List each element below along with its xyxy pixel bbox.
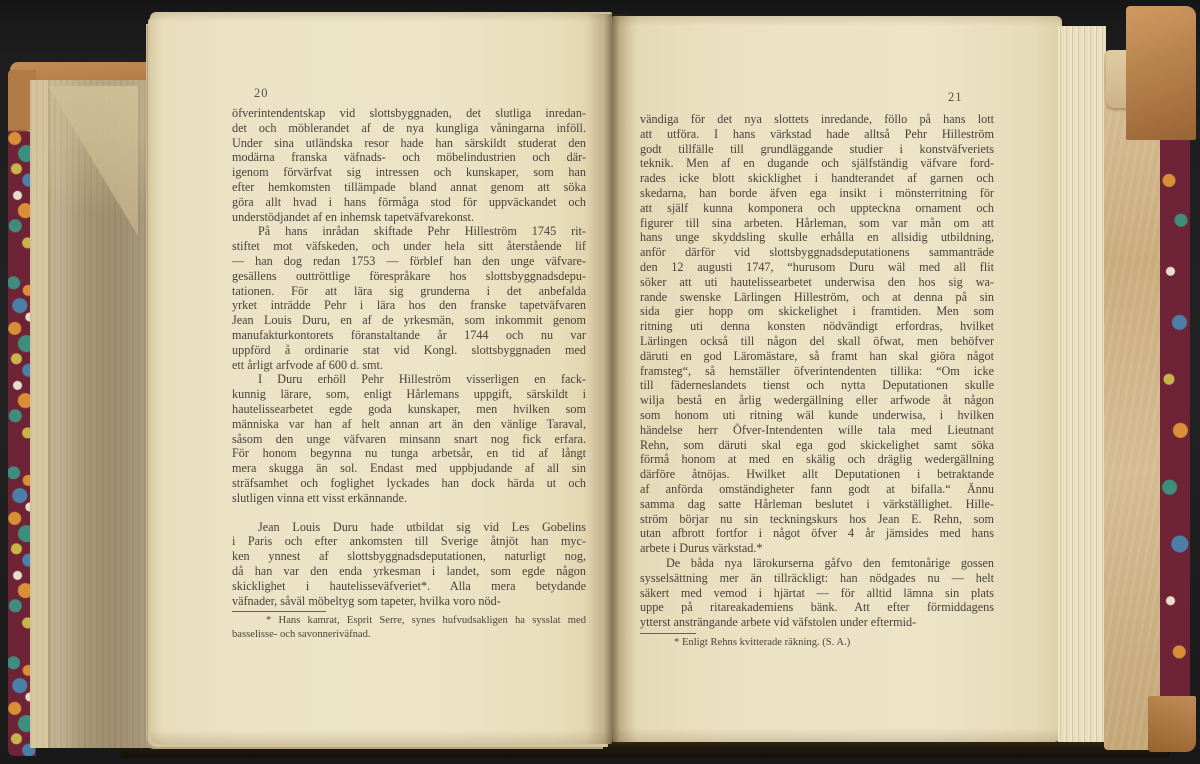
left-footnote	[232, 614, 586, 640]
text-line: yrket inträdde Pehr i lära hos den franske tapetväfvaren	[232, 298, 586, 313]
text-line: kunnig lärare, som, enligt Hårlemans uppgift, särskildt i	[232, 387, 586, 402]
right-footnote	[640, 636, 994, 649]
text-line: Jean Louis Duru, en af de yrkesmän, som inkommit genom	[232, 313, 586, 328]
text-line: modärna franska väfnads- och möbelindustrien och där-	[232, 150, 586, 165]
text-line: Under sina utländska resor hade han särskildt studerat den	[232, 135, 586, 150]
text-line: säkert med vemod i hjärtat — för alltid lämna sin plats	[640, 585, 994, 600]
page-number-right: 21	[948, 90, 963, 104]
text-line: sysselsättning mer än tillräckligt: han nödgades nu — helt	[640, 570, 994, 585]
tissue-guard-paper	[1104, 50, 1168, 750]
text-line: gesällens outtröttlige förespråkare hos slottsbyggnadsdepu-	[232, 268, 586, 283]
text-line: att utföra. I hans värkstad hade alltså Pehr Hilleström	[640, 126, 994, 141]
text-line: slutligen vinna ett visst erkännande.	[232, 490, 407, 505]
footnote-line: * Enligt Rehns kvitterade räkning. (S. A.)	[674, 636, 851, 648]
left-page-paragraphs	[232, 106, 586, 608]
text-line: skicklighet i hautelisseväfveriet*. Alla mera betydande	[232, 578, 586, 593]
text-line: rande swenske Lärlingen Hilleström, och at denna på sin	[640, 289, 994, 304]
text-line: ett årligt arfvode af 600 d. smt.	[232, 357, 383, 372]
text-line: öfverintendentskap vid slottsbyggnaden, det slutliga inredan-	[232, 106, 586, 120]
text-line: stiftet mot väfskeden, och under hela sitt återstående lif	[232, 239, 586, 254]
text-line: sida gier hopp om skickelighet i framtiden. Men som	[640, 304, 994, 319]
right-page	[612, 16, 1062, 742]
text-line: teknik. Men af en dugande och själfständig väfvare ford-	[640, 156, 994, 171]
text-line: igenom förvärfvat sig intressen och kunskaper, som han	[232, 165, 586, 180]
text-line: manufakturkontorets föranstaltande år 1744 och nu var	[232, 327, 586, 342]
footnote-line: basselisse- och savonneriväfnad.	[232, 628, 371, 640]
text-line: göra allt hvad i hans förmåga stod för uppväckandet och	[232, 194, 586, 209]
right-footnote-rule	[640, 633, 696, 634]
text-line: förmå honom at med en skälig och dräglig wedergällning	[640, 452, 994, 467]
left-page-text	[232, 106, 586, 641]
right-page-edges	[1058, 26, 1106, 742]
left-page	[150, 12, 612, 744]
text-line: till fäderneslandets tienst och nytta Deputationen skulle	[640, 378, 994, 393]
text-line: att själf kunna komponera och uppteckna ornament och	[640, 200, 994, 215]
left-footnote-rule	[232, 611, 326, 612]
text-line: uppförd å ordinarie stat vid Kongl. slottsbyggnaden med	[232, 342, 586, 357]
text-line: sträfsamhet och foglighet lyckades han dock härda ut och	[232, 475, 586, 490]
text-line: efter hemkomsten tillämpade bland annat genom att söka	[232, 179, 586, 194]
text-line: I Duru erhöll Pehr Hilleström visserligen en fack-	[258, 372, 586, 387]
right-cover-leather-corner-bottom	[1148, 696, 1196, 752]
text-line: då han var den enda yrkesman i landet, som egde någon	[232, 563, 586, 578]
text-line: framsteg“, så hemställer öfverintendenten tillika: “Om icke	[640, 363, 994, 378]
text-line: väfnader, såväl möbeltyg som tapeter, hvilka voro nöd-	[232, 593, 501, 608]
text-line: Rehn, som däruti skal ega god skickelighet samt söka	[640, 437, 994, 452]
text-line: godt tillfälle till grundläggande studier i konstväfveriets	[640, 141, 994, 156]
text-line: hans unge skyddsling skulle erhålla en allsidig utbildning,	[640, 230, 994, 245]
text-line: däruti en god Läromästare, så framt han skal giöra något	[640, 348, 994, 363]
text-line: människa var han af helt annan art än den vänlige Taraval,	[232, 416, 586, 431]
text-line: ken ynnest af slottsbyggnadsdeputationen, naturligt nog,	[232, 549, 586, 564]
text-line: För honom begynna nu tunga arbetsår, en tid af långt	[232, 446, 586, 461]
text-line: skedarna, han borde äfven ega insikt i mönsterritning för	[640, 185, 994, 200]
text-line: Lärlingen också till någon del skall öfwat, men behöfver	[640, 333, 994, 348]
left-flyleaf-pages	[30, 80, 152, 748]
right-page-paragraphs	[640, 112, 994, 630]
text-line: uppe på ritareakademiens bänk. Att efter förmiddagens	[640, 600, 994, 615]
text-line: i Paris och efter ankomsten till Sverige åtnjöt han myc-	[232, 534, 586, 549]
right-cover-leather-corner-top	[1126, 6, 1196, 140]
text-line: af anförda omständigheter fann godt at bifalla.“ Ännu	[640, 481, 994, 496]
text-line: vändiga för det nya slottets inredande, föllo på hans lott	[640, 112, 994, 126]
text-line: — han dog redan 1753 — förblef han den unge väfvare-	[232, 253, 586, 268]
text-line: hautelissearbetet egde goda kunskaper, men hvilken som	[232, 401, 586, 416]
text-line: Jean Louis Duru hade utbildat sig vid Les Gobelins	[258, 519, 586, 534]
text-line: ström börjar nu sin teckningskurs hos Jean E. Rehn, som	[640, 511, 994, 526]
text-line: rades icke blott skicklighet i handterandet af garnen och	[640, 171, 994, 186]
text-line: samma dag satte Hårleman beslutet i värkställighet. Hille-	[640, 496, 994, 511]
text-line: anför därför vid slottsbyggnadsdeputationens sammanträde	[640, 245, 994, 260]
text-line: händelse herr Öfver-Intendenten wille tala med Lieutnant	[640, 422, 994, 437]
text-line: ytterst ansträngande arbete vid väfstolen under eftermid-	[640, 615, 917, 630]
text-line: De båda nya lärokurserna gåfvo den femtonårige gossen	[666, 555, 994, 570]
text-line: det och möblerandet af de nya kungliga våningarna inföll.	[232, 120, 586, 135]
right-page-text	[640, 112, 994, 649]
text-line: därföre åtnöjas. Hwilket allt Deputationen i betraktande	[640, 467, 994, 482]
footnote-line: * Hans kamrat, Esprit Serre, synes hufvudsakligen ha sysslat med	[266, 615, 586, 627]
text-line: söker att uti hautelissearbetet underwisa den hos sig wa-	[640, 274, 994, 289]
text-line: den 12 augusti 1747, “hurusom Duru wäl med all flit	[640, 259, 994, 274]
page-number-left: 20	[254, 86, 269, 100]
text-line: understödjandet af en inhemsk tapetväfvarekonst.	[232, 209, 474, 224]
right-marbled-endpaper	[1160, 135, 1190, 703]
text-line: ritning uti denna konsten nödvändigt erfordras, hvilket	[640, 319, 994, 334]
text-line: tationen. För att lära sig grunderna i det anbefalda	[232, 283, 586, 298]
text-line: såsom den unge väfvaren minsann snart nog fick erfara.	[232, 431, 586, 446]
text-line: wilja bestå en årlig wedergällning eller arfwode åt någon	[640, 393, 994, 408]
text-line: utan afbrott fortfor i något öfver 4 år jämsides med hans	[640, 526, 994, 541]
text-line: mera skugga än sol. Endast med uppbjudande af all sin	[232, 461, 586, 476]
text-line: På hans inrådan skiftade Pehr Hilleström 1745 rit-	[258, 224, 586, 239]
text-line: arbete i Durus värkstad.*	[640, 541, 763, 556]
text-line: figurer till sina arbeten. Hårleman, som var mån om att	[640, 215, 994, 230]
text-line: som honom uti ritning wäl kunde underwisa, i hvilken	[640, 407, 994, 422]
